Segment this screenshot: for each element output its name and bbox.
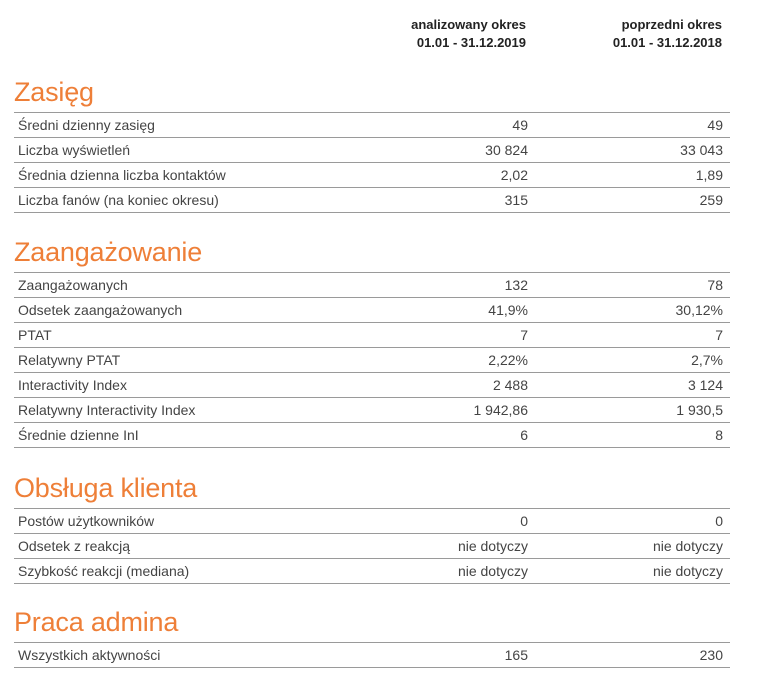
metric-label: Liczba wyświetleń: [18, 142, 131, 158]
previous-value: 78: [707, 277, 723, 293]
table-row: [14, 273, 730, 298]
table-row: [14, 298, 730, 323]
current-value: nie dotyczy: [457, 563, 528, 579]
section-engagement: [14, 236, 730, 448]
current-value: 2,22%: [488, 352, 528, 368]
previous-value: nie dotyczy: [652, 563, 723, 579]
current-value: 41,9%: [488, 302, 528, 318]
table-row: [14, 398, 730, 423]
previous-period-header: [613, 16, 722, 52]
metric-label: Postów użytkowników: [18, 513, 155, 529]
table-row: [14, 559, 730, 584]
section-customer-service: [14, 472, 730, 584]
previous-value: 230: [699, 647, 723, 663]
previous-value: 259: [699, 192, 723, 208]
metrics-table: [14, 508, 730, 584]
current-value: 49: [512, 117, 528, 133]
table-row: [14, 534, 730, 559]
metrics-table: [14, 112, 730, 213]
table-row: [14, 138, 730, 163]
metrics-table: [14, 272, 730, 448]
section-title: Zaangażowanie: [14, 237, 203, 267]
previous-value: 3 124: [687, 377, 723, 393]
table-row: [14, 373, 730, 398]
table-row: [14, 163, 730, 188]
section-reach: [14, 76, 730, 213]
table-row: [14, 188, 730, 213]
metric-label: Interactivity Index: [18, 377, 127, 393]
current-value: 7: [520, 327, 528, 343]
previous-value: 0: [715, 513, 723, 529]
metric-label: Średnia dzienna liczba kontaktów: [18, 167, 226, 183]
current-period-header: [411, 16, 526, 52]
previous-value: 1 930,5: [676, 402, 723, 418]
current-value: nie dotyczy: [457, 538, 528, 554]
table-row: [14, 643, 730, 668]
previous-value: 7: [715, 327, 723, 343]
metrics-table: [14, 642, 730, 668]
metric-label: Średni dzienny zasięg: [18, 117, 155, 133]
metric-label: Liczba fanów (na koniec okresu): [18, 192, 219, 208]
metric-label: Szybkość reakcji (mediana): [18, 563, 190, 579]
section-title: Obsługa klienta: [14, 473, 198, 503]
current-value: 132: [504, 277, 528, 293]
metric-label: Odsetek z reakcją: [18, 538, 131, 554]
metric-label: PTAT: [18, 327, 52, 343]
current-period-dates: 01.01 - 31.12.2019: [416, 35, 526, 50]
previous-value: 30,12%: [675, 302, 723, 318]
column-headers: [0, 16, 762, 56]
previous-value: nie dotyczy: [652, 538, 723, 554]
metric-label: Wszystkich aktywności: [18, 647, 161, 663]
previous-period-dates: 01.01 - 31.12.2018: [612, 35, 722, 50]
table-row: [14, 509, 730, 534]
section-admin-work: [14, 606, 730, 668]
section-title: Praca admina: [14, 607, 179, 637]
table-row: [14, 113, 730, 138]
table-row: [14, 348, 730, 373]
current-value: 165: [504, 647, 528, 663]
current-value: 2,02: [500, 167, 528, 183]
previous-value: 49: [707, 117, 723, 133]
previous-value: 8: [715, 427, 723, 443]
current-value: 1 942,86: [473, 402, 528, 418]
metric-label: Średnie dzienne InI: [18, 427, 139, 443]
previous-value: 33 043: [680, 142, 723, 158]
section-title: Zasięg: [14, 77, 94, 107]
previous-value: 2,7%: [691, 352, 723, 368]
current-value: 0: [520, 513, 528, 529]
current-value: 315: [504, 192, 528, 208]
metric-label: Relatywny Interactivity Index: [18, 402, 196, 418]
current-value: 30 824: [485, 142, 528, 158]
metric-label: Odsetek zaangażowanych: [18, 302, 183, 318]
previous-value: 1,89: [695, 167, 723, 183]
current-period-title: analizowany okres: [411, 17, 526, 32]
table-row: [14, 423, 730, 448]
metric-label: Zaangażowanych: [18, 277, 128, 293]
current-value: 6: [520, 427, 528, 443]
metric-label: Relatywny PTAT: [18, 352, 121, 368]
table-row: [14, 323, 730, 348]
previous-period-title: poprzedni okres: [621, 17, 722, 32]
current-value: 2 488: [492, 377, 528, 393]
